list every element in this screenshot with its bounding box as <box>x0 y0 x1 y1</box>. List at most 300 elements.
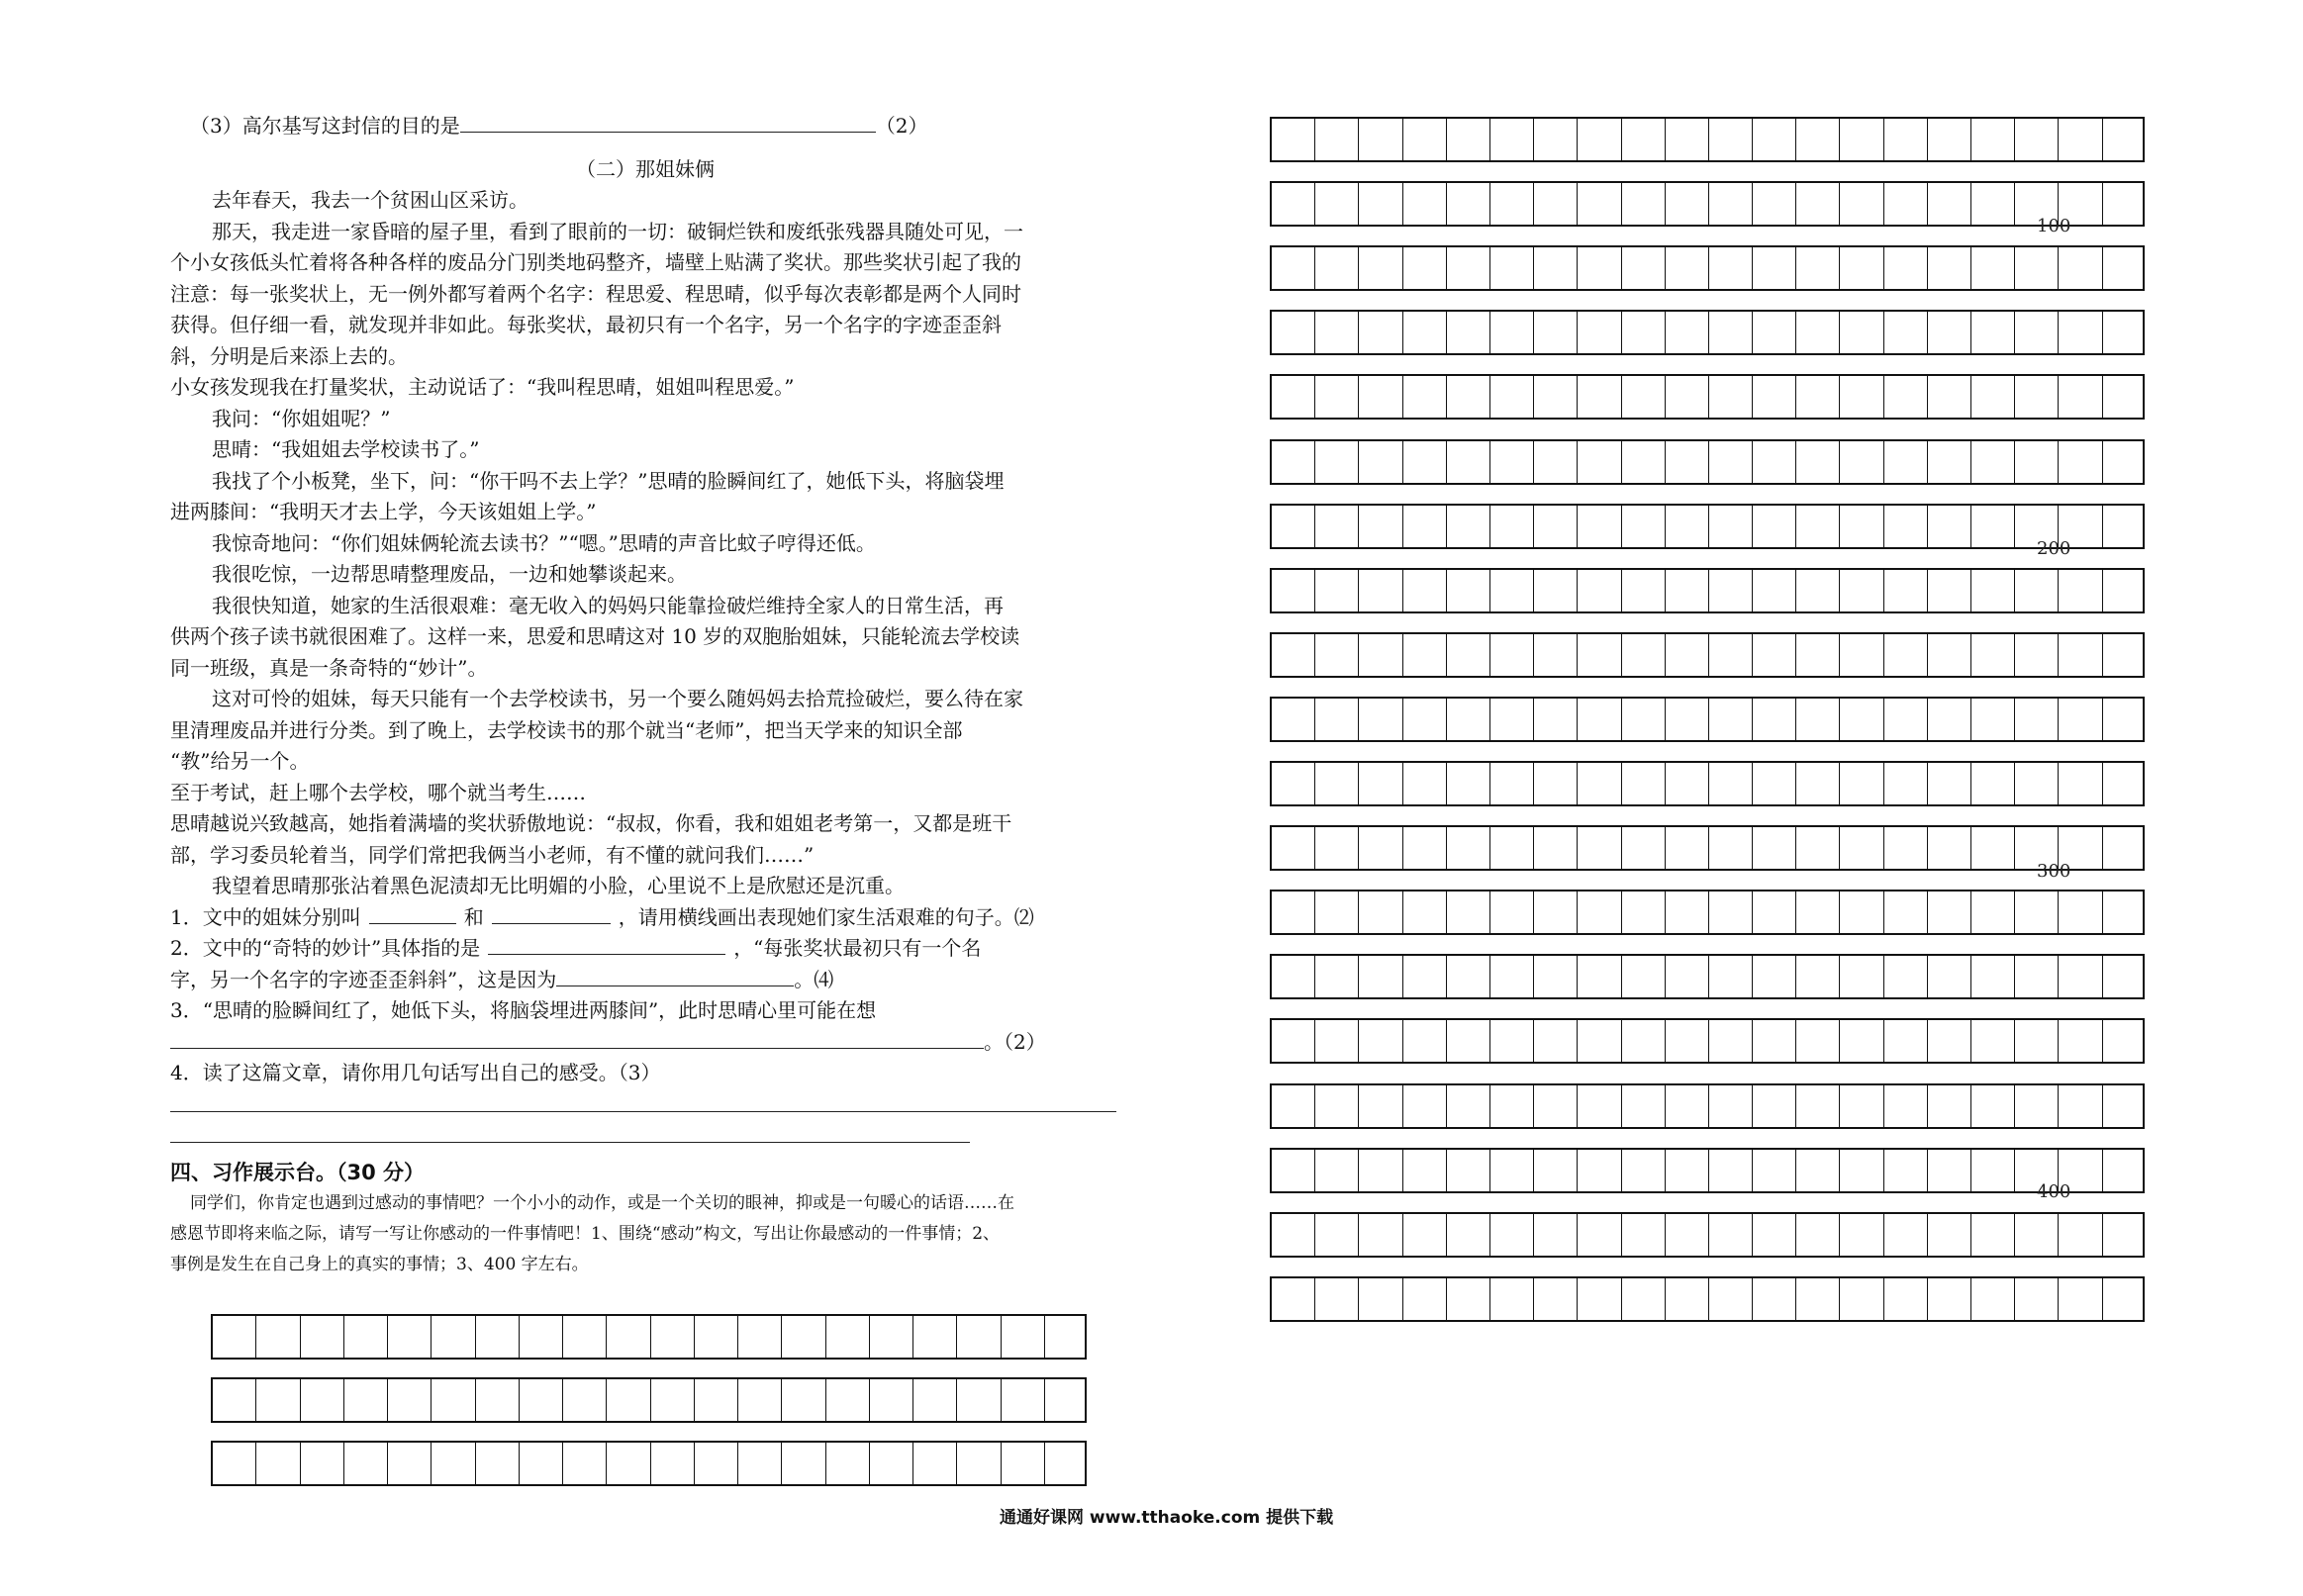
grid-row[interactable] <box>1270 697 2145 742</box>
grid-cell[interactable] <box>1753 247 1796 289</box>
grid-row[interactable] <box>1270 825 2145 871</box>
grid-cell[interactable] <box>1315 1214 1359 1256</box>
grid-cell[interactable] <box>1315 376 1359 418</box>
grid-cell[interactable] <box>2015 312 2059 353</box>
grid-cell[interactable] <box>2015 1020 2059 1062</box>
grid-cell[interactable] <box>1971 441 2015 483</box>
grid-cell[interactable] <box>388 1316 432 1358</box>
grid-cell[interactable] <box>1272 376 1315 418</box>
grid-cell[interactable] <box>1884 699 1928 740</box>
grid-cell[interactable] <box>1534 699 1578 740</box>
grid-cell[interactable] <box>1971 1020 2015 1062</box>
grid-cell[interactable] <box>1359 634 1402 676</box>
grid-cell[interactable] <box>1796 119 1840 160</box>
grid-row[interactable] <box>1270 954 2145 999</box>
grid-cell[interactable] <box>1753 827 1796 869</box>
grid-cell[interactable] <box>1447 763 1490 804</box>
grid-cell[interactable] <box>1272 634 1315 676</box>
grid-cell[interactable] <box>1753 634 1796 676</box>
grid-cell[interactable] <box>1534 634 1578 676</box>
grid-cell[interactable] <box>782 1379 825 1421</box>
grid-cell[interactable] <box>1622 892 1666 933</box>
grid-cell[interactable] <box>1447 376 1490 418</box>
grid-cell[interactable] <box>1578 183 1621 225</box>
grid-row[interactable] <box>1270 761 2145 806</box>
grid-cell[interactable] <box>1272 119 1315 160</box>
grid-cell[interactable] <box>2015 699 2059 740</box>
grid-cell[interactable] <box>1272 1020 1315 1062</box>
grid-cell[interactable] <box>1971 1150 2015 1191</box>
grid-cell[interactable] <box>1840 892 1883 933</box>
grid-cell[interactable] <box>1709 827 1753 869</box>
grid-cell[interactable] <box>1403 441 1447 483</box>
grid-cell[interactable] <box>520 1316 563 1358</box>
grid-cell[interactable] <box>2103 247 2147 289</box>
grid-cell[interactable] <box>563 1443 607 1484</box>
grid-cell[interactable] <box>1403 1020 1447 1062</box>
grid-cell[interactable] <box>1359 119 1402 160</box>
grid-cell[interactable] <box>1796 699 1840 740</box>
grid-cell[interactable] <box>1534 441 1578 483</box>
grid-cell[interactable] <box>1928 506 1971 547</box>
grid-cell[interactable] <box>1447 1214 1490 1256</box>
grid-cell[interactable] <box>1709 634 1753 676</box>
grid-cell[interactable] <box>1490 827 1534 869</box>
grid-cell[interactable] <box>1315 1278 1359 1320</box>
grid-cell[interactable] <box>1578 441 1621 483</box>
grid-cell[interactable] <box>1840 183 1883 225</box>
grid-cell[interactable] <box>213 1443 256 1484</box>
grid-cell[interactable] <box>1534 827 1578 869</box>
grid-cell[interactable] <box>1753 506 1796 547</box>
grid-cell[interactable] <box>2059 1085 2102 1127</box>
grid-cell[interactable] <box>1709 441 1753 483</box>
grid-cell[interactable] <box>2015 376 2059 418</box>
grid-cell[interactable] <box>1534 312 1578 353</box>
grid-cell[interactable] <box>301 1443 344 1484</box>
grid-cell[interactable] <box>1840 376 1883 418</box>
grid-cell[interactable] <box>1447 312 1490 353</box>
grid-cell[interactable] <box>1840 1214 1883 1256</box>
grid-cell[interactable] <box>1359 1085 1402 1127</box>
grid-cell[interactable] <box>1359 1020 1402 1062</box>
grid-cell[interactable] <box>1666 892 1709 933</box>
grid-cell[interactable] <box>1709 763 1753 804</box>
grid-cell[interactable] <box>1002 1443 1045 1484</box>
grid-cell[interactable] <box>476 1379 520 1421</box>
grid-cell[interactable] <box>1490 570 1534 611</box>
grid-cell[interactable] <box>1447 1278 1490 1320</box>
grid-cell[interactable] <box>1753 183 1796 225</box>
grid-cell[interactable] <box>344 1379 388 1421</box>
grid-row[interactable] <box>211 1441 1087 1486</box>
grid-cell[interactable] <box>1709 119 1753 160</box>
grid-cell[interactable] <box>1359 312 1402 353</box>
grid-cell[interactable] <box>1666 1085 1709 1127</box>
grid-cell[interactable] <box>1928 634 1971 676</box>
grid-cell[interactable] <box>1709 183 1753 225</box>
grid-cell[interactable] <box>476 1443 520 1484</box>
grid-cell[interactable] <box>1447 441 1490 483</box>
grid-cell[interactable] <box>2059 312 2102 353</box>
grid-cell[interactable] <box>1971 827 2015 869</box>
grid-cell[interactable] <box>432 1443 475 1484</box>
grid-cell[interactable] <box>1272 1150 1315 1191</box>
grid-cell[interactable] <box>1884 1020 1928 1062</box>
grid-cell[interactable] <box>1928 1020 1971 1062</box>
grid-cell[interactable] <box>1840 570 1883 611</box>
grid-cell[interactable] <box>1578 699 1621 740</box>
grid-cell[interactable] <box>1622 183 1666 225</box>
grid-cell[interactable] <box>1753 1150 1796 1191</box>
grid-cell[interactable] <box>1666 312 1709 353</box>
grid-cell[interactable] <box>1534 247 1578 289</box>
grid-cell[interactable] <box>1928 376 1971 418</box>
grid-cell[interactable] <box>1359 827 1402 869</box>
grid-cell[interactable] <box>2103 506 2147 547</box>
grid-cell[interactable] <box>1796 441 1840 483</box>
grid-cell[interactable] <box>1884 1150 1928 1191</box>
grid-cell[interactable] <box>1709 1214 1753 1256</box>
grid-cell[interactable] <box>1709 376 1753 418</box>
grid-cell[interactable] <box>1928 892 1971 933</box>
grid-row[interactable] <box>1270 117 2145 162</box>
grid-cell[interactable] <box>695 1443 738 1484</box>
grid-cell[interactable] <box>1403 827 1447 869</box>
grid-cell[interactable] <box>1709 892 1753 933</box>
grid-cell[interactable] <box>2059 441 2102 483</box>
grid-cell[interactable] <box>1840 634 1883 676</box>
grid-cell[interactable] <box>1490 1214 1534 1256</box>
grid-cell[interactable] <box>1971 699 2015 740</box>
grid-cell[interactable] <box>1666 1214 1709 1256</box>
grid-cell[interactable] <box>1447 183 1490 225</box>
grid-cell[interactable] <box>1796 1020 1840 1062</box>
grid-cell[interactable] <box>1447 1020 1490 1062</box>
grid-cell[interactable] <box>1403 183 1447 225</box>
grid-cell[interactable] <box>1928 763 1971 804</box>
grid-cell[interactable] <box>913 1379 957 1421</box>
grid-cell[interactable] <box>1622 506 1666 547</box>
grid-cell[interactable] <box>1840 441 1883 483</box>
grid-cell[interactable] <box>1578 1020 1621 1062</box>
grid-cell[interactable] <box>1490 1085 1534 1127</box>
grid-cell[interactable] <box>301 1316 344 1358</box>
grid-cell[interactable] <box>1578 1150 1621 1191</box>
grid-row[interactable] <box>1270 310 2145 355</box>
grid-cell[interactable] <box>1796 1150 1840 1191</box>
grid-cell[interactable] <box>1272 763 1315 804</box>
grid-cell[interactable] <box>1622 1278 1666 1320</box>
grid-cell[interactable] <box>1359 1150 1402 1191</box>
grid-cell[interactable] <box>1928 1278 1971 1320</box>
grid-cell[interactable] <box>1753 763 1796 804</box>
grid-cell[interactable] <box>1578 506 1621 547</box>
grid-cell[interactable] <box>1447 699 1490 740</box>
grid-cell[interactable] <box>2103 1020 2147 1062</box>
grid-cell[interactable] <box>782 1443 825 1484</box>
grid-cell[interactable] <box>1666 1150 1709 1191</box>
grid-cell[interactable] <box>1753 699 1796 740</box>
grid-cell[interactable] <box>1796 634 1840 676</box>
grid-cell[interactable] <box>1796 247 1840 289</box>
grid-cell[interactable] <box>1753 119 1796 160</box>
grid-cell[interactable] <box>738 1443 782 1484</box>
grid-cell[interactable] <box>1578 763 1621 804</box>
grid-cell[interactable] <box>388 1379 432 1421</box>
grid-cell[interactable] <box>1796 1085 1840 1127</box>
grid-cell[interactable] <box>1490 634 1534 676</box>
grid-cell[interactable] <box>1753 1214 1796 1256</box>
grid-cell[interactable] <box>1315 441 1359 483</box>
grid-cell[interactable] <box>1578 956 1621 997</box>
grid-cell[interactable] <box>1359 506 1402 547</box>
grid-cell[interactable] <box>1666 1278 1709 1320</box>
grid-cell[interactable] <box>256 1316 300 1358</box>
grid-cell[interactable] <box>1403 247 1447 289</box>
grid-cell[interactable] <box>1840 827 1883 869</box>
grid-cell[interactable] <box>1666 119 1709 160</box>
grid-cell[interactable] <box>1315 634 1359 676</box>
grid-cell[interactable] <box>563 1316 607 1358</box>
grid-cell[interactable] <box>1971 376 2015 418</box>
grid-cell[interactable] <box>1359 956 1402 997</box>
grid-cell[interactable] <box>1796 506 1840 547</box>
grid-cell[interactable] <box>1753 1085 1796 1127</box>
grid-cell[interactable] <box>1884 570 1928 611</box>
grid-cell[interactable] <box>1272 506 1315 547</box>
grid-cell[interactable] <box>1272 1085 1315 1127</box>
grid-cell[interactable] <box>1884 956 1928 997</box>
grid-cell[interactable] <box>1971 183 2015 225</box>
grid-cell[interactable] <box>1045 1316 1089 1358</box>
grid-cell[interactable] <box>1490 1020 1534 1062</box>
grid-cell[interactable] <box>1796 1278 1840 1320</box>
grid-cell[interactable] <box>1578 376 1621 418</box>
grid-row[interactable] <box>1270 374 2145 420</box>
grid-cell[interactable] <box>1928 247 1971 289</box>
grid-row[interactable] <box>1270 1083 2145 1129</box>
grid-cell[interactable] <box>1622 376 1666 418</box>
grid-cell[interactable] <box>870 1379 913 1421</box>
grid-cell[interactable] <box>913 1443 957 1484</box>
grid-cell[interactable] <box>1666 506 1709 547</box>
grid-cell[interactable] <box>1971 1085 2015 1127</box>
grid-cell[interactable] <box>1622 827 1666 869</box>
grid-cell[interactable] <box>2015 119 2059 160</box>
grid-cell[interactable] <box>870 1316 913 1358</box>
grid-cell[interactable] <box>1928 312 1971 353</box>
grid-cell[interactable] <box>1447 247 1490 289</box>
grid-cell[interactable] <box>432 1316 475 1358</box>
grid-cell[interactable] <box>1045 1443 1089 1484</box>
grid-cell[interactable] <box>1666 183 1709 225</box>
grid-cell[interactable] <box>1928 1150 1971 1191</box>
grid-cell[interactable] <box>1002 1379 1045 1421</box>
grid-cell[interactable] <box>1578 1085 1621 1127</box>
grid-cell[interactable] <box>2103 892 2147 933</box>
grid-cell[interactable] <box>1884 827 1928 869</box>
grid-cell[interactable] <box>1666 763 1709 804</box>
grid-cell[interactable] <box>1971 634 2015 676</box>
grid-cell[interactable] <box>2059 634 2102 676</box>
grid-cell[interactable] <box>1709 956 1753 997</box>
grid-cell[interactable] <box>563 1379 607 1421</box>
grid-cell[interactable] <box>1490 506 1534 547</box>
grid-cell[interactable] <box>1884 1278 1928 1320</box>
grid-row[interactable] <box>1270 1018 2145 1064</box>
grid-cell[interactable] <box>1447 1150 1490 1191</box>
grid-cell[interactable] <box>1753 376 1796 418</box>
grid-cell[interactable] <box>1796 892 1840 933</box>
grid-cell[interactable] <box>2059 763 2102 804</box>
grid-cell[interactable] <box>1272 827 1315 869</box>
answer-blank[interactable] <box>556 966 794 986</box>
grid-cell[interactable] <box>1534 183 1578 225</box>
grid-cell[interactable] <box>1971 892 2015 933</box>
grid-cell[interactable] <box>520 1443 563 1484</box>
grid-row[interactable] <box>1270 568 2145 613</box>
grid-cell[interactable] <box>957 1443 1001 1484</box>
grid-cell[interactable] <box>1928 827 1971 869</box>
grid-cell[interactable] <box>1709 570 1753 611</box>
grid-cell[interactable] <box>1490 376 1534 418</box>
grid-cell[interactable] <box>2015 247 2059 289</box>
grid-row[interactable] <box>1270 632 2145 678</box>
grid-cell[interactable] <box>1796 570 1840 611</box>
grid-cell[interactable] <box>1622 634 1666 676</box>
grid-cell[interactable] <box>2015 1214 2059 1256</box>
grid-cell[interactable] <box>1753 956 1796 997</box>
grid-cell[interactable] <box>1534 1278 1578 1320</box>
grid-cell[interactable] <box>1928 1214 1971 1256</box>
grid-cell[interactable] <box>1359 1214 1402 1256</box>
grid-cell[interactable] <box>1403 1214 1447 1256</box>
grid-cell[interactable] <box>695 1316 738 1358</box>
grid-cell[interactable] <box>1753 892 1796 933</box>
grid-cell[interactable] <box>2103 376 2147 418</box>
grid-cell[interactable] <box>2103 956 2147 997</box>
grid-cell[interactable] <box>1447 634 1490 676</box>
grid-cell[interactable] <box>1045 1379 1089 1421</box>
grid-cell[interactable] <box>870 1443 913 1484</box>
grid-cell[interactable] <box>1578 1214 1621 1256</box>
grid-cell[interactable] <box>1359 183 1402 225</box>
grid-cell[interactable] <box>2103 312 2147 353</box>
grid-cell[interactable] <box>1884 247 1928 289</box>
grid-cell[interactable] <box>1709 1085 1753 1127</box>
grid-cell[interactable] <box>1272 312 1315 353</box>
grid-cell[interactable] <box>213 1316 256 1358</box>
grid-cell[interactable] <box>1971 763 2015 804</box>
grid-cell[interactable] <box>1622 956 1666 997</box>
grid-cell[interactable] <box>1884 763 1928 804</box>
grid-cell[interactable] <box>1272 1278 1315 1320</box>
grid-cell[interactable] <box>1709 506 1753 547</box>
grid-cell[interactable] <box>1840 506 1883 547</box>
grid-cell[interactable] <box>2015 763 2059 804</box>
grid-cell[interactable] <box>1840 247 1883 289</box>
grid-cell[interactable] <box>1272 247 1315 289</box>
grid-cell[interactable] <box>1403 892 1447 933</box>
grid-row[interactable] <box>1270 504 2145 549</box>
answer-blank[interactable] <box>170 1028 984 1049</box>
grid-cell[interactable] <box>1578 892 1621 933</box>
grid-cell[interactable] <box>1840 1020 1883 1062</box>
grid-cell[interactable] <box>1753 1278 1796 1320</box>
grid-cell[interactable] <box>1490 1150 1534 1191</box>
grid-cell[interactable] <box>1534 506 1578 547</box>
grid-cell[interactable] <box>1315 570 1359 611</box>
grid-cell[interactable] <box>1359 892 1402 933</box>
grid-cell[interactable] <box>1971 247 2015 289</box>
grid-cell[interactable] <box>1884 119 1928 160</box>
grid-cell[interactable] <box>1490 892 1534 933</box>
grid-cell[interactable] <box>1796 312 1840 353</box>
grid-cell[interactable] <box>256 1379 300 1421</box>
grid-cell[interactable] <box>1490 763 1534 804</box>
grid-cell[interactable] <box>1622 1020 1666 1062</box>
grid-cell[interactable] <box>2103 699 2147 740</box>
grid-cell[interactable] <box>738 1316 782 1358</box>
grid-cell[interactable] <box>1666 441 1709 483</box>
answer-blank[interactable] <box>369 903 456 924</box>
grid-cell[interactable] <box>1884 892 1928 933</box>
grid-row[interactable] <box>1270 439 2145 485</box>
grid-cell[interactable] <box>1709 699 1753 740</box>
grid-cell[interactable] <box>1666 1020 1709 1062</box>
grid-cell[interactable] <box>1315 1150 1359 1191</box>
grid-cell[interactable] <box>256 1443 300 1484</box>
grid-cell[interactable] <box>1272 892 1315 933</box>
grid-cell[interactable] <box>1359 376 1402 418</box>
grid-cell[interactable] <box>2103 827 2147 869</box>
grid-cell[interactable] <box>2103 634 2147 676</box>
grid-cell[interactable] <box>520 1379 563 1421</box>
grid-cell[interactable] <box>1315 183 1359 225</box>
grid-cell[interactable] <box>1709 1150 1753 1191</box>
grid-cell[interactable] <box>2103 763 2147 804</box>
grid-cell[interactable] <box>1622 247 1666 289</box>
grid-cell[interactable] <box>2103 119 2147 160</box>
grid-cell[interactable] <box>1534 570 1578 611</box>
grid-cell[interactable] <box>2059 119 2102 160</box>
grid-cell[interactable] <box>957 1316 1001 1358</box>
grid-cell[interactable] <box>1315 699 1359 740</box>
grid-cell[interactable] <box>2059 1214 2102 1256</box>
grid-cell[interactable] <box>1840 699 1883 740</box>
grid-cell[interactable] <box>1753 570 1796 611</box>
grid-cell[interactable] <box>1971 570 2015 611</box>
grid-cell[interactable] <box>1666 634 1709 676</box>
grid-cell[interactable] <box>1840 312 1883 353</box>
answer-line[interactable] <box>170 1111 1116 1112</box>
grid-cell[interactable] <box>1622 312 1666 353</box>
grid-cell[interactable] <box>1622 763 1666 804</box>
grid-cell[interactable] <box>476 1316 520 1358</box>
grid-cell[interactable] <box>1403 570 1447 611</box>
grid-cell[interactable] <box>1753 312 1796 353</box>
grid-cell[interactable] <box>651 1379 695 1421</box>
grid-cell[interactable] <box>2059 892 2102 933</box>
grid-cell[interactable] <box>1928 441 1971 483</box>
grid-cell[interactable] <box>1447 119 1490 160</box>
grid-cell[interactable] <box>2015 634 2059 676</box>
grid-cell[interactable] <box>695 1379 738 1421</box>
grid-cell[interactable] <box>1884 1214 1928 1256</box>
grid-cell[interactable] <box>738 1379 782 1421</box>
grid-cell[interactable] <box>1403 634 1447 676</box>
